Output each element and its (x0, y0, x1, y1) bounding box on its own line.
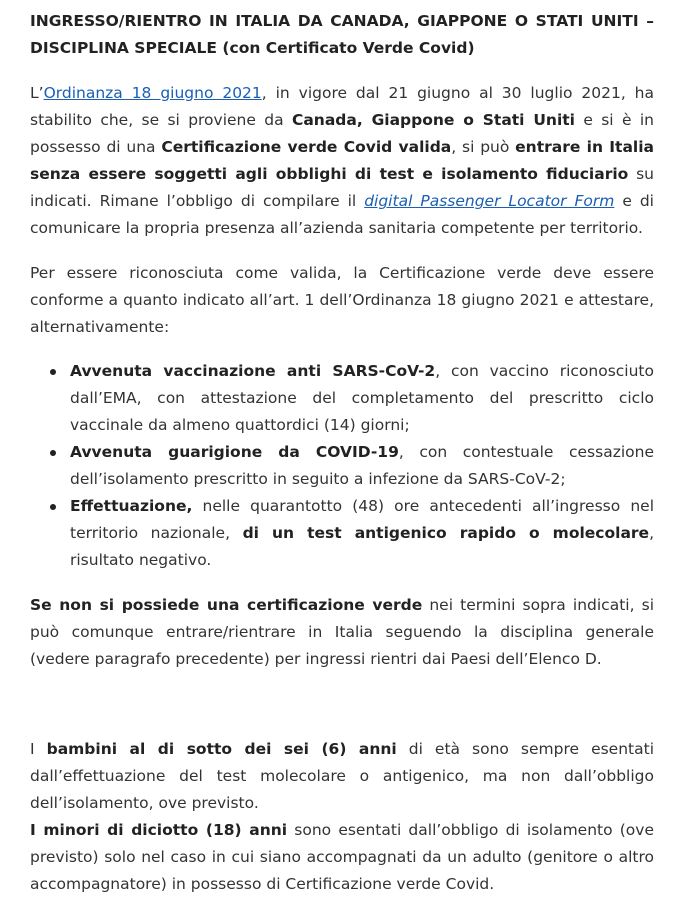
paragraph-minori (30, 736, 654, 898)
bullet-icon (50, 369, 56, 375)
text: su indicati. Rimane l’obbligo di compilare il (30, 165, 654, 210)
list-item-bold: di un test antigenico rapido o molecolare (242, 524, 650, 542)
text: nei termini sopra indicati, si può comunque entrare/rientrare in Italia seguendo la disciplina generale (vedere paragrafo precedente) per ingressi rientri dai Paesi dell’Elenco D. (30, 596, 655, 668)
list-item-bold: Avvenuta guarigione da COVID-19 (70, 443, 399, 461)
list-item-text: nelle quarantotto (48) ore antecedenti all’ingresso nel territorio nazionale, (70, 497, 654, 542)
list-item-text: , risultato negativo. (70, 524, 655, 569)
list-item-bold: Avvenuta vaccinazione anti SARS-CoV-2 (70, 362, 436, 380)
bold-no-cert: Se non si possiede una certificazione verde (30, 596, 423, 614)
text: , in vigore dal 21 giugno al 30 luglio 2021, ha stabilito che, se si proviene da (30, 84, 654, 129)
dplf-link[interactable]: digital Passenger Locator Form (364, 192, 615, 210)
requirements-list (30, 358, 654, 574)
ordinanza-link[interactable]: Ordinanza 18 giugno 2021 (43, 84, 262, 102)
list-item-text: , con vaccino riconosciuto dall’EMA, con attestazione del completamento del prescritto ciclo vaccinale da almeno quattordici (14) giorni; (70, 362, 654, 434)
text: di età sono sempre esentati dall’effettuazione del test molecolare o antigenico, ma non dall’obbligo dell’isolamento, ove previsto. (30, 740, 655, 812)
bullet-icon (50, 450, 56, 456)
paragraph-validita: Per essere riconosciuta come valida, la Certificazione verde deve essere conforme a quanto indicato all’art. 1 dell’Ordinanza 18 giugno 2021 e attestare, alternativamente: (30, 264, 654, 336)
text: e si è in possesso di una (30, 111, 654, 156)
page-title: INGRESSO/RIENTRO IN ITALIA DA CANADA, GIAPPONE O STATI UNITI – DISCIPLINA SPECIALE (con Certificato Verde Covid) (30, 12, 654, 57)
bullet-icon (50, 504, 56, 510)
bold-countries: Canada, Giappone o Stati Uniti (291, 111, 575, 129)
text: L’ (30, 84, 44, 102)
paragraph-no-certificazione (30, 592, 654, 673)
bold-entrare: entrare in Italia senza essere soggetti agli obblighi di test e isolamento fiduciario (30, 138, 654, 183)
text: sono esentati dall’obbligo di isolamento (ove previsto) solo nel caso in cui siano accompagnati da un adulto (genitore o altro accompagnatore) in possesso di Certificazione verde Covid. (30, 821, 654, 893)
text: I (30, 740, 47, 758)
list-item-text: , con contestuale cessazione dell’isolamento prescritto in seguito a infezione da SARS-CoV-2; (70, 443, 654, 488)
bold-minori: I minori di diciotto (18) anni (30, 821, 288, 839)
list-item (70, 439, 654, 493)
bold-certificazione: Certificazione verde Covid valida (161, 138, 452, 156)
paragraph-ordinanza (30, 80, 654, 242)
bold-bambini: bambini al di sotto dei sei (6) anni (46, 740, 397, 758)
list-item (70, 358, 654, 439)
list-item (70, 493, 654, 574)
text: , si può (451, 138, 516, 156)
text: e di comunicare la propria presenza all’azienda sanitaria competente per territorio. (30, 192, 654, 237)
list-item-bold: Effettuazione, (70, 497, 193, 515)
